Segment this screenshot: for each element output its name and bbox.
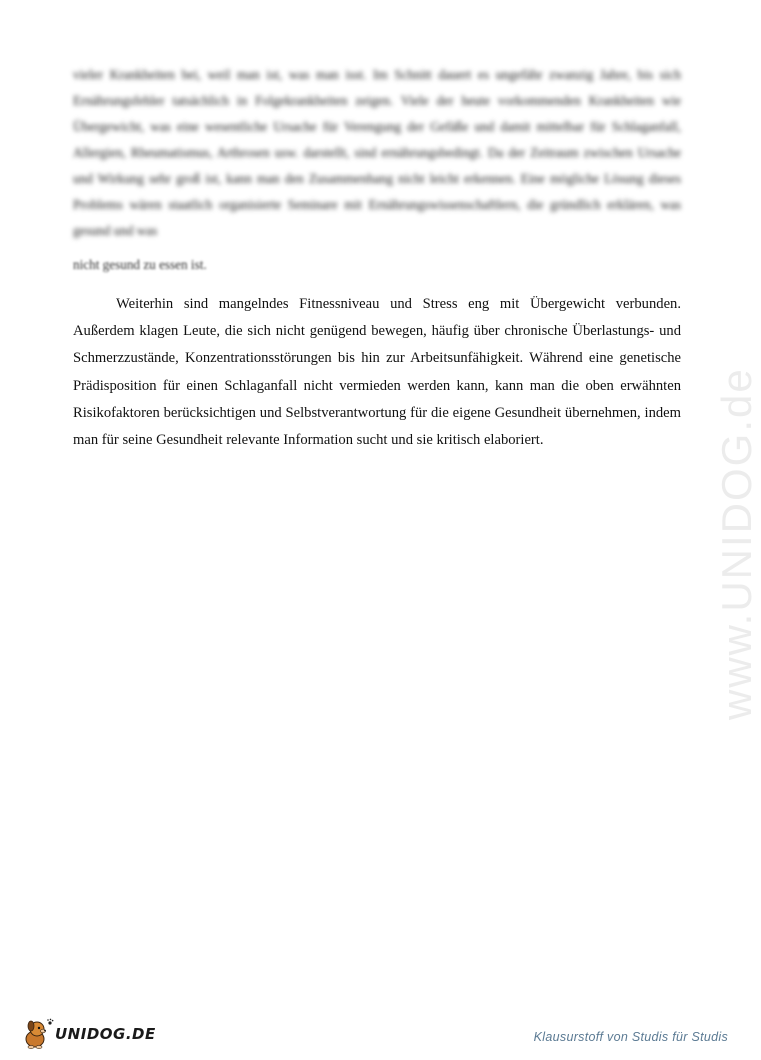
dog-mascot-icon xyxy=(20,1017,54,1051)
footer-tagline: Klausurstoff von Studis für Studis xyxy=(533,1030,728,1044)
unidog-logo[interactable] xyxy=(20,1016,156,1052)
blurred-text-block xyxy=(73,62,681,257)
logo-text: UNIDOG.DE xyxy=(55,1025,156,1043)
partially-blurred-line: nicht gesund zu essen ist. xyxy=(73,257,207,272)
body-paragraph: Weiterhin sind mangelndes Fitnessniveau und Stress eng mit Übergewicht verbunden. Außerdem klagen Leute, die sich nicht genügend bewegen, häufig über chronische Überlastungs- und Schmerzzustände, Konzentrationsstörungen bis hin zur Arbeitsunfähigkeit. Während eine genetische Prädisposition für einen Schlaganfall nicht vermieden werden kann, kann man die oben erwähnten Risikofaktoren berücksichtigen und Selbstverantwortung für die eigene Gesundheit übernehmen, indem man für seine Gesundheit relevante Information sucht und sie kritisch elaboriert. xyxy=(73,296,681,449)
watermark: www.UNIDOG.de xyxy=(713,367,760,720)
blurred-paragraph: vieler Krankheiten bei, weil man ist, was man isst. Im Schnitt dauert es ungefähr zwanzig Jahre, bis sich Ernährungsfehler tatsächlich in Folgekrankheiten zeigen. Viele der heute vorkommenden Krankheiten wie Übergewicht, was eine wesentliche Ursache für Verengung der Gefäße und damit mittelbar für Schlaganfall, Allergien, Rheumatismus, Arthrosen usw. darstellt, sind ernährungsbedingt. Da der Zeitraum zwischen Ursache und Wirkung sehr groß ist, kann man den Zusammenhang nicht leicht erkennen. Eine mögliche Lösung dieses Problems wären staatlich organisierte Seminare mit Ernährungswissenschaftlern, die gründlich erklären, was gesund und was xyxy=(73,67,681,238)
